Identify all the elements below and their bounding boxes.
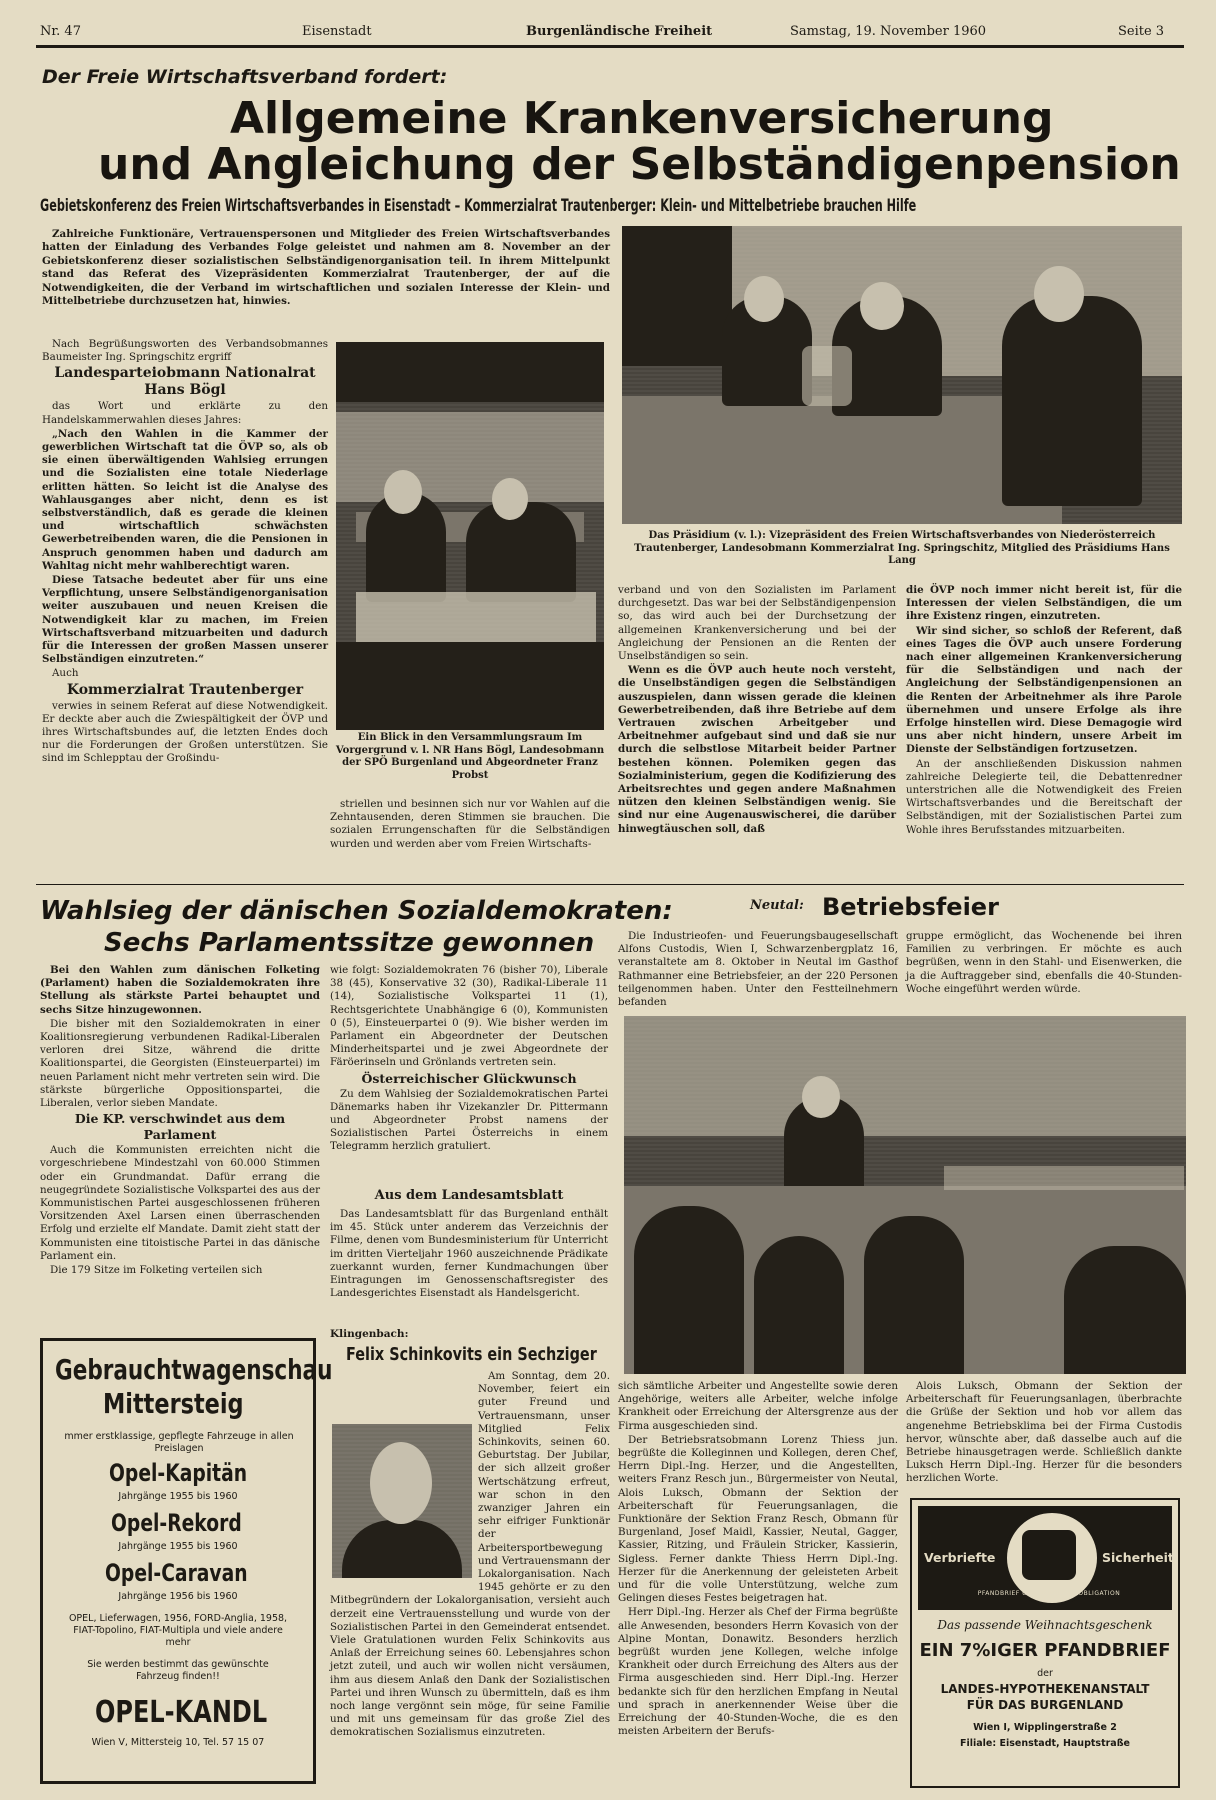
article5-kicker: Klingenbach: [330,1328,409,1340]
ad1-dealer: OPEL-KANDL [95,1695,268,1730]
ad2-right-word: Sicherheit [1102,1550,1174,1565]
photo-assembly-room [336,342,604,730]
ad1-title-2: Mittersteig [103,1387,244,1420]
ad1-model-rekord: Opel-Rekord [111,1509,242,1537]
ad2-ring-text: PFANDBRIEF UND KOMMUNALOBLIGATION [977,1590,1121,1597]
ad1-model-caravan: Opel-Caravan [105,1559,248,1587]
subheading-glueckwunsch: Österreichischer Glückwunsch [361,1070,577,1086]
ad1-title-1: Gebrauchtwagenschau [55,1353,333,1386]
article4-headline: Betriebsfeier [822,893,999,921]
article1-kicker: Der Freie Wirtschaftsverband fordert: [42,66,448,88]
photo-presidium [622,226,1182,524]
article3-title: Aus dem Landesamtsblatt [374,1188,564,1203]
article4-column-1: Die Industrieofen- und Feuerungsbaugesellschaft Alfons Custodis, Wien I, Schwarzenbergplatz 16, veranstaltete am 8. Oktober in Neutal im Gasthof Rathmanner eine Betriebsfeier, an der 220 Personen teilgenommen haben. Unter den Festteilnehmern befanden [618,930,898,1009]
article4-kicker: Neutal: [750,898,804,913]
issue-number: Nr. 47 [40,24,81,39]
ad2-left-word: Verbriefte [924,1550,996,1565]
article5-body: Am Sonntag, dem 20. November, feiert ein guter Freund und Vertrauensmann, unser Mitglied Felix Schinkovits, seinen 60. Geburtstag. Der Jubilar, der sich allzeit großer Wertschätzung erfreut, war schon in den zwanziger Jahren ein sehr eifriger Funktionär der Arbeitersportbewegung und Vertrauensmann der Lokalorganisation. Nach 1945 gehörte er zu den Mitbegründern der Lokalorganisation, versieht auch derzeit eine Vertrauensstellung und wurde von der Sozialistischen Partei in den Gemeinderat entsendet. Viele Gratulationen wurden Felix Schinkovits aus Anlaß der Erreichung seines 60. Lebensjahres schon jetzt zuteil, und auch wir wollen nicht versäumen, ihm aus diesem Anlaß den Dank der Sozialistischen Partei und ihren Wunsch zu übermitteln, daß es ihm noch lange vergönnt sein möge, für seine Familie und mit uns gemeinsam für das große Ziel des demokratischen Sozialismus einzutreten. [330,1370,610,1739]
article1-column-2-bottom: striellen und besinnen sich nur vor Wahlen auf die Zehntausenden, deren Stimmen sie brauchen. Die sozialen Errungenschaften für die Selbständigen wurden und werden aber vom Freien Wirtschafts- [330,798,610,850]
article1-lead: Zahlreiche Funktionäre, Vertrauenspersonen und Mitglieder des Freien Wirtschaftsverbandes hatten der Einladung des Verbandes Folge geleistet und nahmen am 8. November an der Gebietskonferenz dieser sozialistischen Selbständigenorganisation teil. In ihrem Mittelpunkt stand das Referat des Vizepräsidenten Kommerzialrat Trautenberger, der auf die Notwendigkeiten, die der Verband im wirtschaftlichen und sozialen Interesse der Klein- und Mittelbetriebe durchzusetzen hat, hinwies. [42,228,610,308]
section-divider [36,884,1184,885]
newspaper-name: Burgenländische Freiheit [526,24,713,39]
article1-headline-1: Allgemeine Krankenversicherung [230,93,1054,144]
article4-column-4: Alois Luksch, Obmann der Sektion der Arbeiterschaft für Feuerungsanlagen, überbrachte die Grüße der Sektion und hob vor allem das angenehme Betriebsklima bei der Firma Custodis hervor, wünschte aber, daß dasselbe auch auf die Betriebe hinausgetragen werde. Schließlich dankte Luksch Herrn Dipl.-Ing. Herzer für die besonders herzlichen Worte. [906,1380,1182,1485]
ad-pfandbrief: Verbriefte Sicherheit PFANDBRIEF UND KOMMUNALOBLIGATION Das passende Weihnachtsgeschenk EIN 7%IGER PFANDBRIEF der LANDES-HYPOTHEKENANSTALT FÜR DAS BURGENLAND Wien I, Wipplingerstraße 2 Filiale: Eisenstadt, Hauptstraße [910,1498,1180,1788]
hand-emblem-icon [1022,1530,1076,1580]
ad-used-car-show: Gebrauchtwagenschau Mittersteig mmer erstklassige, gepflegte Fahrzeuge in allen Preislagen Opel-Kapitän Jahrgänge 1955 bis 1960 Opel-Rekord Jahrgänge 1955 bis 1960 Opel-Caravan Jahrgänge 1956 bis 1960 OPEL, Lieferwagen, 1956, FORD-Anglia, 1958, FIAT-Topolino, FIAT-Multipla und viele andere mehr Sie werden bestimmt das gewünschte Fahrzeug finden!! OPEL-KANDL Wien V, Mittersteig 10, Tel. 57 15 07 [40,1338,316,1784]
place: Eisenstadt [302,24,372,39]
paragraph: verwies in seinem Referat auf diese Notwendigkeit. Er deckte aber auch die Zwiespältigkeit der ÖVP und ihres Wirtschaftsbundes auf, die letzten Endes doch nur die Forderungen der Großen unterstützen. Sie sind im Schlepptau der Großindu- [42,699,328,765]
header-rule [36,45,1184,48]
ad2-product: EIN 7%IGER PFANDBRIEF [919,1640,1171,1661]
subheading-boegl: Landesparteiobmann Nationalrat Hans Bögl [54,365,316,399]
photo1-caption: Ein Blick in den Versammlungsraum Im Vorgergrund v. l. NR Hans Bögl, Landesobmann der SPÖ Burgenland und Abgeordneter Franz Probst [335,732,605,781]
article5-headline: Felix Schinkovits ein Sechziger [346,1344,597,1365]
article2-column-1: Bei den Wahlen zum dänischen Folketing (Parlament) haben die Sozialdemokraten ihre Stellung als stärkste Partei behauptet und sechs Sitze hinzugewonnen. Die bisher mit den Sozialdemokraten in einer Koalitionsregierung verbundenen Radikal-Liberalen verloren drei Sitze, während die dritte Koalitionspartei, die Georgisten (Einsteuerpartei) im neuen Parlament nicht mehr vertreten sein wird. Die stärkste bürgerliche Oppositionspartei, die Liberalen, verlor sieben Mandate. Die KP. verschwindet aus dem Parlament Auch die Kommunisten erreichten nicht die vorgeschriebene Mindestzahl von 60.000 Stimmen oder ein Grundmandat. Dafür errang die neugegründete Sozialistische Volkspartei des aus der Kommunistischen Partei ausgeschlossenen früheren Vorsitzenden Axel Larsen einen überraschenden Erfolg und erzielte elf Mandate. Damit zieht statt der Kommunisten eine titoistische Partei in das dänische Parlament ein. Die 179 Sitze im Folketing verteilen sich [40,964,320,1277]
article1-column-4: die ÖVP noch immer nicht bereit ist, für die Interessen der vielen Selbständigen, die um ihre Existenz ringen, einzutreten. Wir sind sicher, so schloß der Referent, daß eines Tages die ÖVP auch unsere Forderung nach einer allgemeinen Krankenversicherung für die Selbständigen und nach der Angleichung der Selbständigenpensionen an die Renten der Arbeitnehmer als ihre Parole übernehmen und unsere Erfolge als ihre Erfolge hinstellen wird. Diese Demagogie wird uns aber nicht hindern, unsere Arbeit im Dienste der Selbständigen fortzusetzen. An der anschließenden Diskussion nahmen zahlreiche Delegierte teil, die Debattenredner unterstrichen alle die Notwendigkeit des Freien Wirtschaftsverbandes und die Bereitschaft der Selbständigen, mit der Sozialistischen Partei zum Wohle ihres Berufsstandes mitzuarbeiten. [906,584,1182,836]
ad1-tagline: mmer erstklassige, gepflegte Fahrzeuge in allen Preislagen [64,1431,294,1454]
paragraph: Nach Begrüßungsworten des Verbandsobmannes Baumeister Ing. Springschitz ergriff [42,338,328,364]
article4-column-3: sich sämtliche Arbeiter und Angestellte sowie deren Angehörige, weiters alle Arbeiter, welche infolge Krankheit oder Erreichung der Altersgrenze aus der Firma ausgeschieden sind. Der Betriebsratsobmann Lorenz Thiess jun. begrüßte die Kolleginnen und Kollegen, deren Chef, Herrn Dipl.-Ing. Herzer, und die Angestellten, weiters Franz Resch jun., Bürgermeister von Neutal, Alois Luksch, Obmann der Sektion der Arbeiterschaft für Feuerungsanlagen, die Funktionäre der Sektion Franz Resch, Obmann für Burgenland, Josef Maidl, Kassier, Neutal, Gagger, Kassier, Ritzing, und Fräulein Stricker, Kassierin, Sigless. Ferner dankte Thiess Herrn Dipl.-Ing. Herzer für die Anerkennung der geleisteten Arbeit und für die volle Unterstützung, welche zum Gelingen dieses Festes beigetragen hat. Herr Dipl.-Ing. Herzer als Chef der Firma begrüßte alle Anwesenden, besonders Herrn Kovasich von der Alpine Montan, Donawitz. Besonders herzlich begrüßt wurden jene Kollegen, welche infolge Krankheit oder durch Erreichung des Alters aus der Firma ausgeschieden sind. Herr Dipl.-Ing. Herzer bedankte sich für den herzlichen Empfang in Neutal und sprach in anerkennender Weise über die Erreichung der 40-Stunden-Woche, die es den meisten Arbeitern der Berufs- [618,1380,898,1738]
issue-date: Samstag, 19. November 1960 [790,24,987,39]
subheading-kp: Die KP. verschwindet aus dem Parlament [74,1111,286,1143]
ad1-model-kapitaen: Opel-Kapitän [109,1459,248,1487]
paragraph: das Wort und erklärte zu den Handelskammerwahlen dieses Jahres: [42,400,328,426]
paragraph: Auch [52,667,79,680]
article1-subhead: Gebietskonferenz des Freien Wirtschaftsverbandes in Eisenstadt – Kommerzialrat Trautenberger: Klein- und Mittelbetriebe brauchen Hilfe [40,196,917,216]
paragraph: „Nach den Wahlen in die Kammer der gewerblichen Wirtschaft tat die ÖVP so, als ob sie einen überwältigenden Wahlsieg errungen und die Sozialisten eine totale Niederlage erlitten hätten. So leicht ist die Analyse des Wahlausganges aber nicht, denn es ist selbstverständlich, daß es gerade die kleinen und wirtschaftlich schwächsten Gewerbetreibenden waren, die die Pensionen in Anspruch genommen haben und dadurch am Wahltag nicht mehr wahlberechtigt waren. [42,427,328,572]
article3-body: Das Landesamtsblatt für das Burgenland enthält im 45. Stück unter anderem das Verzeichnis der Filme, denen vom Bundesministerium für Unterricht im dritten Vierteljahr 1960 auszeichnende Prädikate zuerkannt wurden, ferner Kundmachungen über Eintragungen im Genossenschaftsregister des Landesgerichtes Eisenstadt als Handelsgericht. [330,1208,608,1300]
article2-column-2: wie folgt: Sozialdemokraten 76 (bisher 70), Liberale 38 (45), Konservative 32 (30), Radikal-Liberale 11 (14), Sozialistische Volkspartei 11 (1), Rechtsgerichtete Unabhängige 6 (0), Kommunisten 0 (5), Einsteuerpartei 0 (9). Wie bisher werden im Parlament ein Abgeordneter der Deutschen Minderheitspartei und je zwei Abgeordnete der Färöerinseln und Grönlands vertreten sein. Österreichischer Glückwunsch Zu dem Wahlsieg der Sozialdemokratischen Partei Dänemarks haben ihr Vizekanzler Dr. Pittermann und Abgeordneter Probst namens der Sozialistischen Partei Österreichs in einem Telegramm herzlich gratuliert. [330,964,608,1153]
article1-column-3: verband und von den Sozialisten im Parlament durchgesetzt. Das war bei der Selbständigenpension so, das wird auch bei der Durchsetzung der allgemeinen Krankenversicherung und bei der Angleichung der Pensionen an die Renten der Unselbständigen so sein. Wenn es die ÖVP auch heute noch versteht, die Unselbständigen gegen die Selbständigen auszuspielen, dann wissen gerade die kleinen Gewerbetreibenden, daß ihre Betriebe auf dem Vertrauen zwischen Arbeitgeber und Arbeitnehmer aufgebaut sind und daß sie nur durch die selbstlose Mitarbeit beider Partner bestehen können. Polemiken gegen das Sozialministerium, gegen die Kodifizierung des Arbeitsrechtes und gegen andere Maßnahmen nützen den kleinen Selbständigen wenig. Sie sind nur eine Augenauswischerei, die darüber hinwegtäuschen soll, daß [618,584,896,835]
article1-column-1 [42,338,328,878]
photo2-caption: Das Präsidium (v. l.): Vizepräsident des Freien Wirtschaftsverbandes von Niederösterreich Trautenberger, Landesobmann Kommerzialrat Ing. Springschitz, Mitglied des Präsidiums Hans Lang [634,530,1170,566]
paragraph: Diese Tatsache bedeutet aber für uns eine Verpflichtung, unsere Selbständigenorganisation weiter auszubauen und neuen Kreisen die Notwendigkeit klar zu machen, im Freien Wirtschaftsverband mitzuarbeiten und dadurch für die Interessen der großen Massen unserer Selbständigen einzutreten.“ [42,574,328,666]
article4-column-2: gruppe ermöglicht, das Wochenende bei ihren Familien zu verbringen. Er möchte es auch begrüßen, wenn in den Stahl- und Eisenwerken, die ja die Auftraggeber sind, ebenfalls die 40-Stunden-Woche eingeführt werden würde. [906,930,1182,995]
article2-headline-1: Wahlsieg der dänischen Sozialdemokraten: [40,896,673,926]
page-number: Seite 3 [1118,24,1165,39]
subheading-trautenberger: Kommerzialrat Trautenberger [66,681,304,698]
photo-company-party [624,1016,1186,1374]
article2-headline-2: Sechs Parlamentssitze gewonnen [104,928,595,958]
article1-headline-2: und Angleichung der Selbständigenpension [98,139,1181,190]
